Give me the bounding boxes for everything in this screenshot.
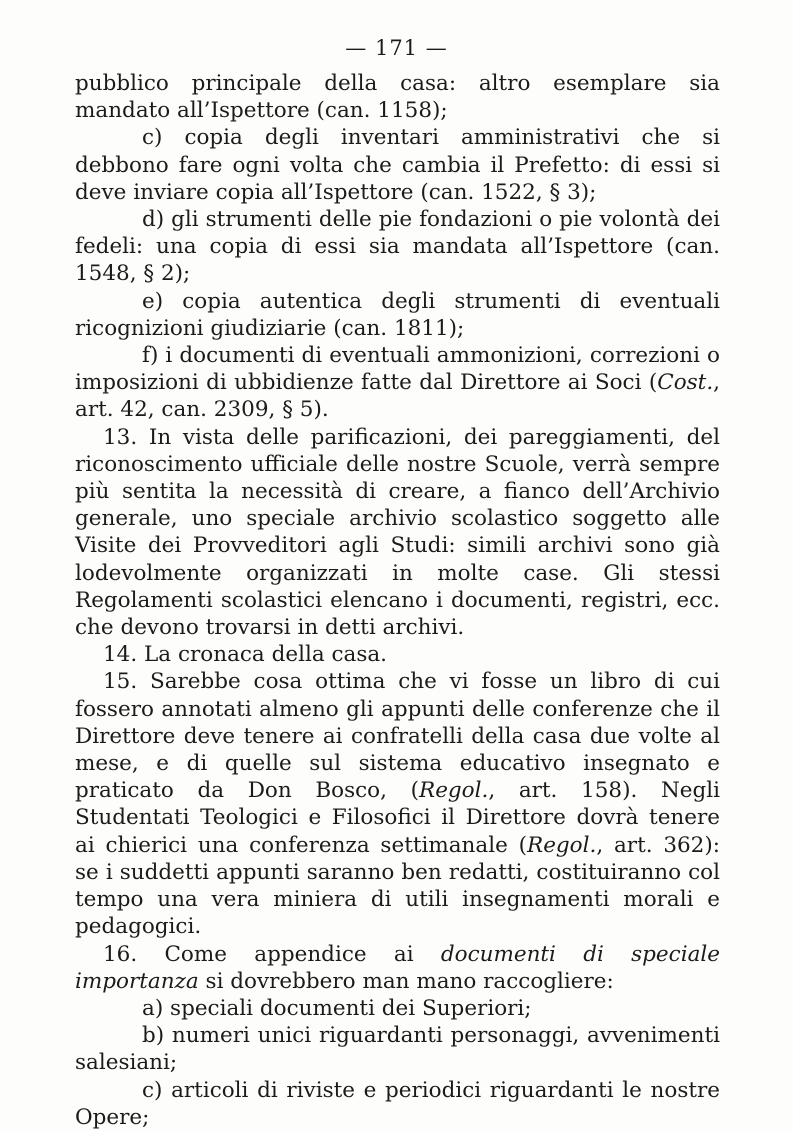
paragraph-15 [75, 668, 720, 940]
list-item-b: b) numeri unici riguardanti personaggi, avvenimenti salesiani; [75, 1023, 720, 1076]
paragraph-16-part-1: 16. Come appendice ai [103, 941, 441, 967]
paragraph-15-part-1: 15. Sarebbe cosa ottima che vi fosse un libro di cui fossero annotati almeno gli appunti delle conferenze che il Direttore deve tenere ai confratelli della casa due volte al mese, e di quelle sul sistema educativo insegnato e praticato da Don Bosco, ( [75, 669, 720, 804]
paragraph-13: 13. In vista delle parificazioni, dei pareggiamenti, del riconoscimento ufficiale delle nostre Scuole, verrà sempre più sentita la necessità di creare, a fianco dell’Archivio generale, uno speciale archivio scolastico soggetto alle Visite dei Provveditori agli Studi: simili archivi sono già lodevolmente organizzati in molte case. Gli stessi Regolamenti scolastici elencano i documenti, registri, ecc. che devono trovarsi in detti archivi. [75, 424, 720, 641]
list-item-f-ref: , art. 42, can. 2309, § 5). [75, 370, 720, 423]
paragraph-16-emphasis: documenti di speciale importanza [75, 941, 720, 994]
paragraph-16 [75, 941, 720, 995]
list-item-d: d) gli strumenti delle pie fondazioni o pie volontà dei fedeli: una copia di essi sia mandata all’Ispettore (can. 1548, § 2); [75, 207, 720, 287]
paragraph-15-part-3: , art. 362): se i suddetti appunti saranno ben redatti, costituiranno col tempo una vera miniera di utili insegnamenti morali e pedagogici. [75, 832, 720, 940]
paragraph-15-part-2: , art. 158). Negli Studentati Teologici e Filosofici il Direttore dovrà tenere ai chierici una conferenza settimanale ( [75, 778, 720, 858]
page-number: — 171 — [345, 36, 448, 60]
paragraph-continuation: pubblico principale della casa: altro esemplare sia mandato all’Ispettore (can. 1158); [75, 71, 720, 124]
list-item-f-text: f) i documenti di eventuali ammonizioni, correzioni o imposizioni di ubbidienze fatte dal Direttore ai Soci ( [75, 343, 720, 396]
citation-regol-1: Regol. [419, 778, 489, 804]
list-item-a: a) speciali documenti dei Superiori; [142, 995, 532, 1021]
list-item-c: c) copia degli inventari amministrativi che si debbono fare ogni volta che cambia il Prefetto: di essi si deve inviare copia all’Ispettore (can. 1522, § 3); [75, 125, 720, 205]
list-item-f [75, 342, 720, 424]
list-item-c2: c) articoli di riviste e periodici riguardanti le nostre Opere; [75, 1077, 720, 1130]
paragraph-14: 14. La cronaca della casa. [103, 642, 388, 668]
paragraph-16-part-2: si dovrebbero man mano raccogliere: [198, 968, 614, 994]
body-text [75, 70, 720, 1131]
citation-cost: Cost. [657, 370, 714, 396]
citation-regol-2: Regol. [527, 832, 597, 858]
list-item-e: e) copia autentica degli strumenti di eventuali ricognizioni giudiziarie (can. 1811); [75, 288, 720, 341]
